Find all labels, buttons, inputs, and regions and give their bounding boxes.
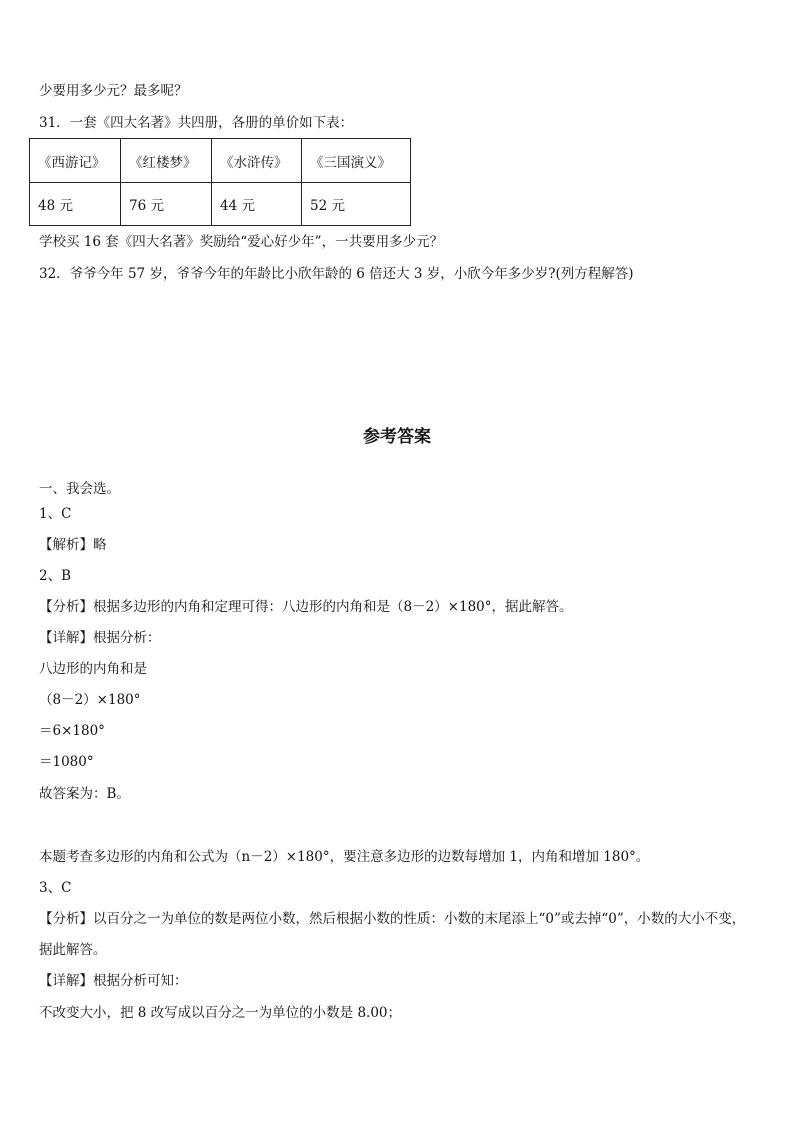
- table-cell-header-hongloumeng: 《红楼梦》: [121, 139, 212, 183]
- answer1-analysis: 【解析】略: [39, 537, 107, 553]
- table-header-row: [30, 139, 411, 183]
- answer2-step1: 八边形的内角和是: [39, 661, 147, 677]
- table-cell-header-xiyouji: 《西游记》: [30, 139, 121, 183]
- table-cell-price-sanguoyanyi: 52 元: [302, 183, 411, 226]
- section1-heading: 一、我会选。: [39, 481, 120, 497]
- answer3-analysis-line2: 据此解答。: [39, 942, 107, 958]
- answer2-step2: （8－2）×180°: [39, 692, 141, 708]
- answer3-label: 3、C: [39, 880, 72, 896]
- q32-text: 32．爷爷今年 57 岁，爷爷今年的年龄比小欣年龄的 6 倍还大 3 岁，小欣今年多少岁?(列方程解答): [39, 266, 634, 282]
- table-cell-header-shuihuzhuan: 《水浒传》: [212, 139, 302, 183]
- answer3-step1: 不改变大小，把 8 改写成以百分之一为单位的小数是 8.00；: [39, 1005, 402, 1021]
- answer2-detail: 【详解】根据分析：: [39, 630, 161, 646]
- table-cell-header-sanguoyanyi: 《三国演义》: [302, 139, 411, 183]
- answer1-label: 1、C: [39, 506, 72, 522]
- answer2-analysis: 【分析】根据多边形的内角和定理可得：八边形的内角和是（8－2）×180°，据此解答。: [39, 599, 573, 615]
- table-cell-price-xiyouji: 48 元: [30, 183, 121, 226]
- answer2-label: 2、B: [39, 568, 72, 584]
- answers-title: 参考答案: [363, 427, 431, 447]
- answer2-step4: ＝1080°: [39, 754, 94, 770]
- answer2-note: 本题考查多边形的内角和公式为（n－2）×180°，要注意多边形的边数每增加 1，内角和增加 180°。: [39, 849, 650, 865]
- answer3-detail: 【详解】根据分析可知：: [39, 973, 188, 989]
- table-price-row: [30, 183, 411, 226]
- q31-intro-text: 31．一套《四大名著》共四册，各册的单价如下表：: [39, 115, 354, 131]
- answer2-conclusion: 故答案为：B。: [39, 786, 130, 802]
- answer2-step3: ＝6×180°: [39, 723, 105, 739]
- book-price-table: [29, 138, 411, 226]
- q31-question-text: 学校买 16 套《四大名著》奖励给“爱心好少年”，一共要用多少元？: [39, 234, 444, 250]
- table-cell-price-shuihuzhuan: 44 元: [212, 183, 302, 226]
- answer3-analysis-line1: 【分析】以百分之一为单位的数是两位小数，然后根据小数的性质：小数的末尾添上“0”或去掉“0”，小数的大小不变，: [39, 911, 746, 927]
- q30-tail-text: 少要用多少元？最多呢？: [39, 83, 188, 99]
- table-cell-price-hongloumeng: 76 元: [121, 183, 212, 226]
